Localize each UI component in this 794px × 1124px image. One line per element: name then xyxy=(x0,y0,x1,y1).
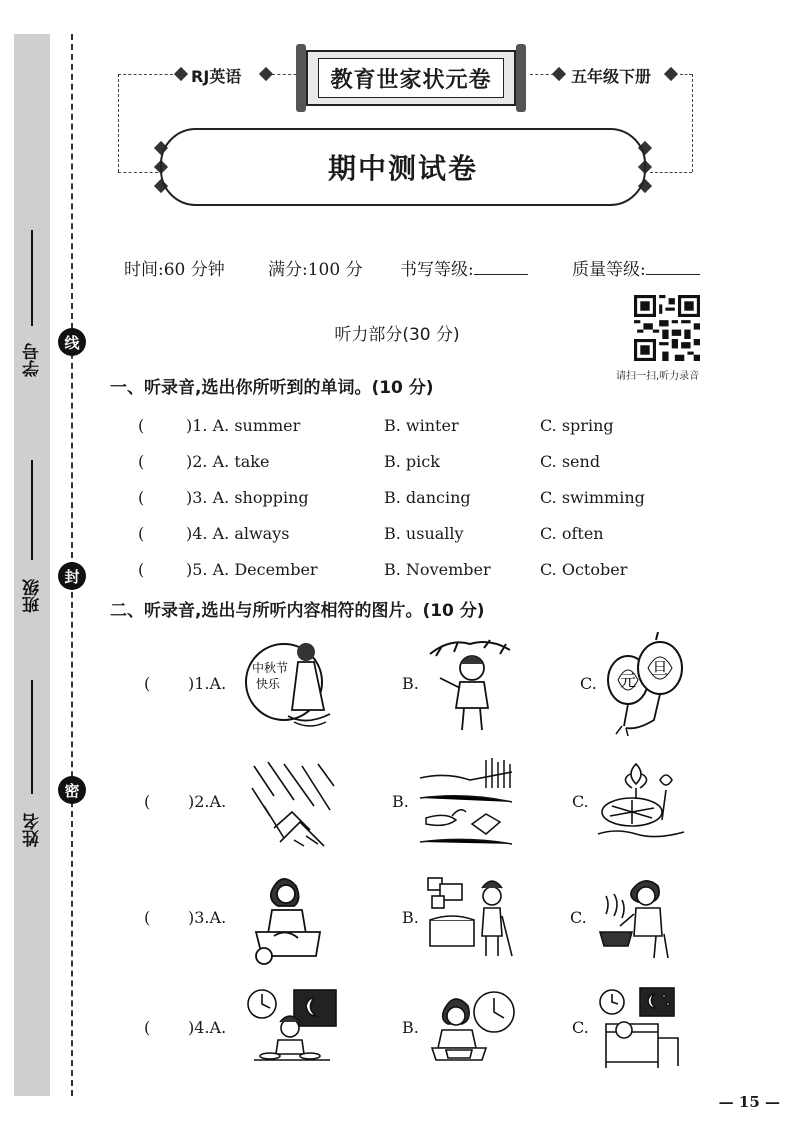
student-id-field[interactable] xyxy=(31,230,33,326)
class-field[interactable] xyxy=(31,460,33,560)
name-label: 姓名 xyxy=(22,813,43,847)
binding-strip xyxy=(14,34,50,1096)
option-b: B. xyxy=(402,674,419,693)
option-b: B. xyxy=(402,908,419,927)
question-row xyxy=(138,524,738,548)
option-a: )4. A. always xyxy=(186,524,290,543)
picture-question-row xyxy=(140,756,700,866)
picture-question-row xyxy=(140,870,700,980)
option-a: )3.A. xyxy=(188,908,227,927)
option-c: C. xyxy=(572,1018,589,1037)
grade-label: 五年级下册 xyxy=(571,67,652,86)
answer-bracket[interactable]: ( xyxy=(138,452,145,471)
score-info: 满分:100 分 xyxy=(268,260,363,280)
doing-homework-picture[interactable] xyxy=(426,986,522,1072)
class-label: 班级 xyxy=(22,579,43,613)
svg-text:快乐: 快乐 xyxy=(256,677,281,691)
option-b: B. pick xyxy=(384,452,440,471)
picture-question-row xyxy=(140,630,700,740)
option-c: C. xyxy=(580,674,597,693)
answer-bracket[interactable]: ( xyxy=(144,792,151,811)
washing-clothes-picture[interactable] xyxy=(250,870,334,966)
header-frame-right-bottom xyxy=(650,172,692,173)
lotus-picture[interactable] xyxy=(596,760,686,846)
option-b: B. dancing xyxy=(384,488,471,507)
name-field[interactable] xyxy=(31,680,33,794)
seal-secret: 密 xyxy=(58,776,86,804)
option-c: C. swimming xyxy=(540,488,645,507)
writing-grade: 书写等级: xyxy=(400,255,528,280)
seal-line: 线 xyxy=(58,328,86,356)
option-a: )2.A. xyxy=(188,792,227,811)
option-b: B. xyxy=(402,1018,419,1037)
page-number: — 15 — xyxy=(718,1093,780,1111)
picture-question-row xyxy=(140,986,700,1096)
new-year-lanterns-picture[interactable] xyxy=(598,630,698,736)
header-deco-line xyxy=(530,74,554,75)
mid-autumn-picture[interactable] xyxy=(244,630,334,734)
cooking-picture[interactable] xyxy=(596,874,686,964)
diamond-icon xyxy=(174,67,188,81)
option-b: B. November xyxy=(384,560,491,579)
writing-grade-blank[interactable] xyxy=(474,258,528,275)
seal-seal: 封 xyxy=(58,562,86,590)
series-title: 教育世家状元卷 xyxy=(318,58,504,98)
header-frame-left xyxy=(118,74,119,172)
listening-section-title: 听力部分(30 分) xyxy=(334,325,460,345)
header-deco-line xyxy=(118,74,178,75)
option-c: C. xyxy=(572,792,589,811)
answer-bracket[interactable]: ( xyxy=(144,1018,151,1037)
exam-title: 期中测试卷 xyxy=(327,152,478,185)
part1-title: 一、听录音,选出你所听到的单词。(10 分) xyxy=(110,378,434,398)
option-a: )1. A. summer xyxy=(186,416,301,435)
svg-text:元: 元 xyxy=(620,671,637,690)
answer-bracket[interactable]: ( xyxy=(138,416,145,435)
lake-picture[interactable] xyxy=(416,758,516,848)
option-b: B. winter xyxy=(384,416,459,435)
option-c: C. xyxy=(570,908,587,927)
svg-text:旦: 旦 xyxy=(652,659,669,678)
answer-bracket[interactable]: ( xyxy=(144,908,151,927)
cleaning-room-picture[interactable] xyxy=(426,876,516,962)
part2-title: 二、听录音,选出与所听内容相符的图片。(10 分) xyxy=(110,601,485,621)
diamond-icon xyxy=(664,67,678,81)
question-row xyxy=(138,488,738,512)
scroll-roll-right xyxy=(516,44,526,112)
answer-bracket[interactable]: ( xyxy=(144,674,151,693)
quality-grade-blank[interactable] xyxy=(646,258,700,275)
girl-greeting-picture[interactable] xyxy=(420,634,520,734)
question-row xyxy=(138,560,738,584)
scroll-roll-left xyxy=(296,44,306,112)
diamond-icon xyxy=(552,67,566,81)
student-id-label: 学号 xyxy=(22,343,43,377)
answer-bracket[interactable]: ( xyxy=(138,524,145,543)
header-deco-line xyxy=(680,74,692,75)
subject-label: RJ英语 xyxy=(191,67,242,86)
option-c: C. October xyxy=(540,560,628,579)
sleeping-picture[interactable] xyxy=(596,986,688,1072)
question-row xyxy=(138,416,738,440)
eating-at-night-picture[interactable] xyxy=(244,986,340,1066)
header-frame-left-bottom xyxy=(118,172,158,173)
question-row xyxy=(138,452,738,476)
option-a: )3. A. shopping xyxy=(186,488,309,507)
exam-title-box xyxy=(160,128,646,206)
rainy-picture[interactable] xyxy=(244,756,340,852)
diamond-icon xyxy=(259,67,273,81)
svg-text:中秋节: 中秋节 xyxy=(252,661,289,675)
option-c: C. send xyxy=(540,452,601,471)
option-a: )4.A. xyxy=(188,1018,227,1037)
option-c: C. spring xyxy=(540,416,614,435)
option-c: C. often xyxy=(540,524,604,543)
option-a: )5. A. December xyxy=(186,560,318,579)
header-frame-right xyxy=(692,74,693,172)
answer-bracket[interactable]: ( xyxy=(138,488,145,507)
qr-code-icon[interactable] xyxy=(634,295,700,361)
time-info: 时间:60 分钟 xyxy=(124,260,225,280)
option-b: B. xyxy=(392,792,409,811)
answer-bracket[interactable]: ( xyxy=(138,560,145,579)
option-a: )1.A. xyxy=(188,674,227,693)
quality-grade: 质量等级: xyxy=(572,255,700,280)
qr-caption: 请扫一扫,听力录音 xyxy=(616,371,700,382)
option-b: B. usually xyxy=(384,524,464,543)
series-banner xyxy=(306,50,516,106)
option-a: )2. A. take xyxy=(186,452,270,471)
